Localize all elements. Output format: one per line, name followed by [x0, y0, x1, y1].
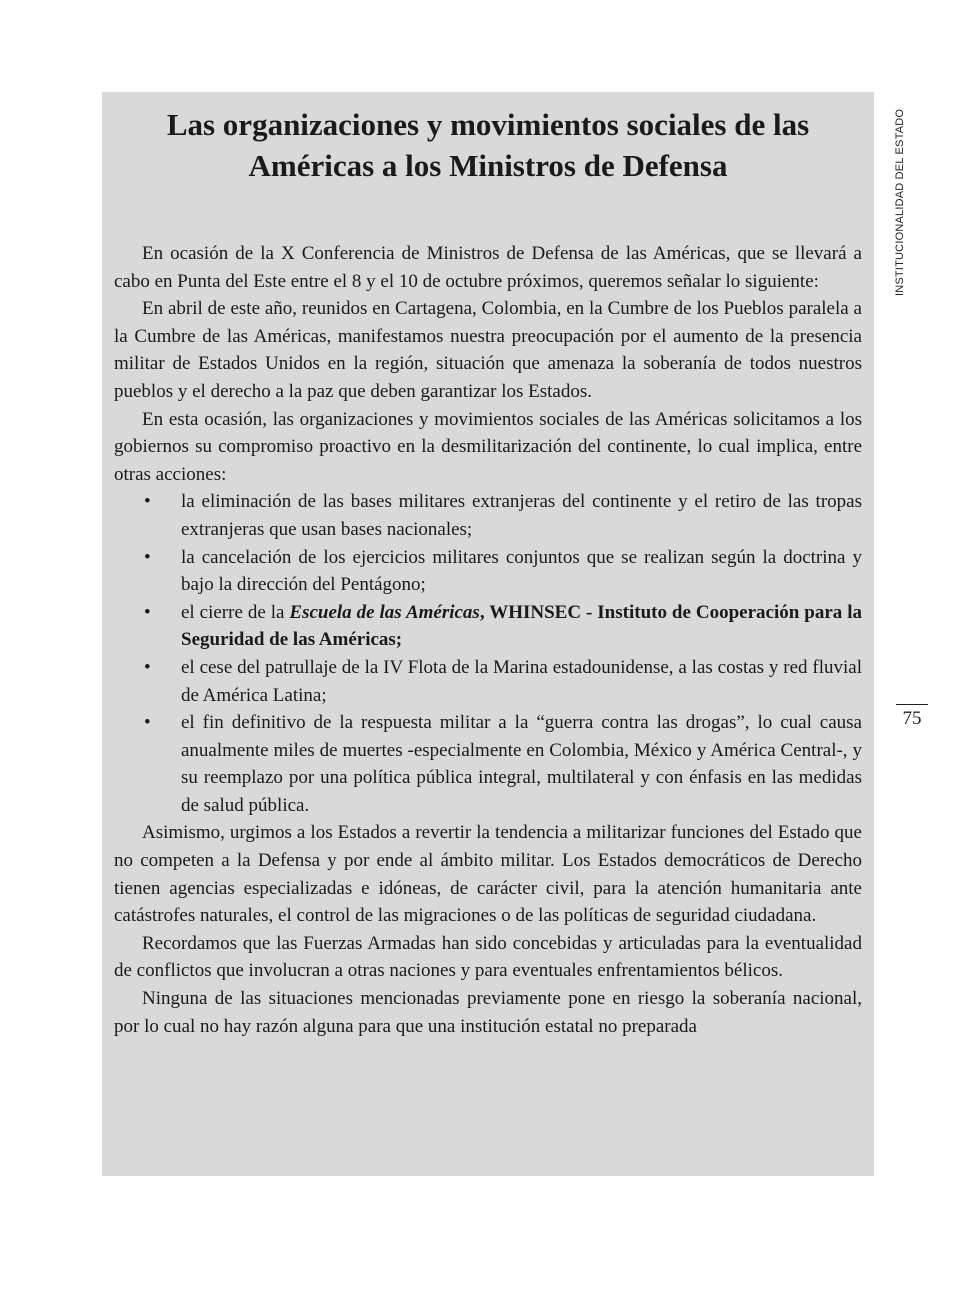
- list-item-text-prefix: el cierre de la: [181, 601, 290, 623]
- paragraph-3: En esta ocasión, las organizaciones y movimientos sociales de las Américas solicitamos a los gobiernos su compromiso proactivo en la desmilitarización del continente, lo cual implica, entre otras acciones:: [114, 408, 862, 485]
- paragraph-4: Asimismo, urgimos a los Estados a revertir la tendencia a militarizar funciones del Estado que no competen a la Defensa y por ende al ámbito militar. Los Estados democráticos de Derecho tienen agencias especializadas e idóneas, de carácter civil, para la atención humanitaria ante catástrofes naturales, el control de las migraciones o de las políticas de seguridad ciudadana.: [114, 822, 862, 927]
- list-item: [114, 599, 862, 654]
- list-item-text: la cancelación de los ejercicios militares conjuntos que se realizan según la doctrina y bajo la dirección del Pentágono;: [181, 546, 862, 596]
- title-line-2: Américas a los Ministros de Defensa: [248, 148, 728, 183]
- page-number: 75: [902, 708, 922, 729]
- list-item-institute-name: , WHINSEC - Instituto de Cooperación para la Seguridad de las Américas;: [181, 601, 862, 651]
- title-line-1: Las organizaciones y movimientos sociales de las: [166, 107, 810, 142]
- paragraph-6: Ninguna de las situaciones mencionadas previamente pone en riesgo la soberanía nacional, por lo cual no hay razón alguna para que una institución estatal no preparada: [114, 988, 862, 1037]
- paragraph-2: En abril de este año, reunidos en Cartagena, Colombia, en la Cumbre de los Pueblos paralela a la Cumbre de las Américas, manifestamos nuestra preocupación por el aumento de la presencia militar de Estados Unidos en la región, situación que amenaza la soberanía de todos nuestros pueblos y el derecho a la paz que deben garantizar los Estados.: [114, 298, 862, 402]
- list-item: [114, 544, 862, 599]
- section-label: INSTITUCIONALIDAD DEL ESTADO: [894, 108, 906, 296]
- bullet-icon: •: [144, 601, 151, 623]
- paragraph-1: En ocasión de la X Conferencia de Ministros de Defensa de las Américas, que se llevará a cabo en Punta del Este entre el 8 y el 10 de octubre próximos, queremos señalar lo siguiente:: [114, 243, 862, 292]
- bullet-icon: •: [144, 546, 151, 568]
- article-panel: [102, 92, 874, 1176]
- bullet-icon: •: [144, 712, 151, 734]
- list-item-text: el cese del patrullaje de la IV Flota de la Marina estadounidense, a las costas y red fluvial de América Latina;: [181, 656, 862, 706]
- list-item: [114, 709, 862, 819]
- list-item-text: la eliminación de las bases militares extranjeras del continente y el retiro de las tropas extranjeras que usan bases nacionales;: [181, 491, 862, 540]
- list-item-school-name: Escuela de las Américas: [289, 601, 480, 623]
- list-item: [114, 488, 862, 543]
- article-title: [102, 104, 874, 186]
- page-number-rule: [896, 704, 928, 705]
- bullet-icon: •: [144, 491, 151, 513]
- paragraph-5: Recordamos que las Fuerzas Armadas han sido concebidas y articuladas para la eventualidad de conflictos que involucran a otras naciones y para eventuales enfrentamientos bélicos.: [114, 932, 862, 982]
- bullet-icon: •: [144, 656, 151, 678]
- list-item-text: el fin definitivo de la respuesta militar a la “guerra contra las drogas”, lo cual causa anualmente miles de muertes -especialmente en Colombia, México y América Central-, y su reemplazo por una política pública integral, multilateral y con énfasis en las medidas de salud pública.: [181, 712, 862, 816]
- list-item: [114, 654, 862, 709]
- demands-list: [114, 488, 862, 819]
- article-body: [114, 240, 862, 1040]
